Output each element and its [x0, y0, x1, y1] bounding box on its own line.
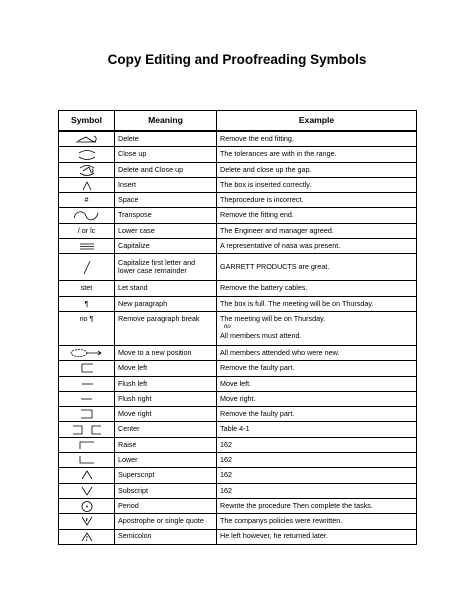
- meaning-cell: Move left: [115, 361, 217, 376]
- example-cell: Move left.: [217, 376, 417, 391]
- meaning-cell: Delete: [115, 131, 217, 147]
- example-cell: The tolerances are with in the range.: [217, 147, 417, 162]
- example-cell: 162: [217, 468, 417, 483]
- meaning-cell: Remove paragraph break: [115, 311, 217, 345]
- table-row: [59, 254, 417, 281]
- transpose-mark-icon: [59, 208, 115, 223]
- table-header-row: [59, 111, 417, 132]
- meaning-cell: Semicolon: [115, 529, 217, 544]
- lower-case-mark: / or lc: [59, 223, 115, 238]
- example-cell: Remove the battery cables.: [217, 281, 417, 296]
- meaning-cell: Close up: [115, 147, 217, 162]
- example-text: The box is inserted correctly.: [220, 179, 312, 189]
- page-title: Copy Editing and Proofreading Symbols: [107, 52, 367, 67]
- delete-mark-icon: [59, 131, 115, 147]
- annotation-no: no: [224, 324, 231, 331]
- meaning-cell: New paragraph: [115, 296, 217, 311]
- table-row: [59, 376, 417, 391]
- no-paragraph-mark: no ¶: [59, 311, 115, 345]
- move-left-icon: [59, 361, 115, 376]
- example-cell: [217, 177, 417, 192]
- meaning-cell: Flush right: [115, 391, 217, 406]
- slash-mark-icon: [59, 254, 115, 281]
- triple-underline-icon: [59, 239, 115, 254]
- table-row: [59, 177, 417, 192]
- column-header-symbol: Symbol: [59, 111, 115, 132]
- example-cell: 162: [217, 437, 417, 452]
- meaning-cell: Flush left: [115, 376, 217, 391]
- example-cell: The box is full. The meeting will be on Thursday.: [217, 296, 417, 311]
- period-mark-icon: [59, 498, 115, 513]
- example-cell: 162: [217, 453, 417, 468]
- example-cell: Remove the fitting end.: [217, 208, 417, 223]
- table-row: [59, 311, 417, 345]
- raise-mark-icon: [59, 437, 115, 452]
- table-row: [59, 514, 417, 529]
- table-row: [59, 361, 417, 376]
- meaning-cell: Raise: [115, 437, 217, 452]
- space-mark-icon: #: [59, 193, 115, 208]
- center-mark-icon: [59, 422, 115, 437]
- example-cell: Remove the faulty part.: [217, 361, 417, 376]
- table-row: [59, 239, 417, 254]
- example-cell: He left however, he returned later.: [217, 529, 417, 544]
- example-cell: Theprocedure is incorrect.: [217, 193, 417, 208]
- paragraph-mark: ¶: [59, 296, 115, 311]
- table-row: [59, 208, 417, 223]
- example-cell: All members attended who were new.: [217, 345, 417, 360]
- lower-mark-icon: [59, 453, 115, 468]
- meaning-cell: Insert: [115, 177, 217, 192]
- caret-mark-icon: [59, 177, 115, 192]
- semicolon-mark-icon: [59, 529, 115, 544]
- meaning-cell: Capitalize: [115, 239, 217, 254]
- symbols-table: [58, 110, 417, 545]
- table-row: [59, 453, 417, 468]
- table-row: [59, 498, 417, 513]
- example-cell: Delete and close up the gap.: [217, 162, 417, 177]
- meaning-cell: Move to a new position: [115, 345, 217, 360]
- table-row: [59, 468, 417, 483]
- meaning-cell: Period: [115, 498, 217, 513]
- example-cell: 162: [217, 483, 417, 498]
- example-cell: Remove the faulty part.: [217, 407, 417, 422]
- example-cell: Move right.: [217, 391, 417, 406]
- meaning-cell: Delete and Close up: [115, 162, 217, 177]
- table-row: [59, 162, 417, 177]
- meaning-cell: Superscript: [115, 468, 217, 483]
- meaning-cell: Lower: [115, 453, 217, 468]
- example-cell: Rewrite the procedure Then complete the tasks.: [217, 498, 417, 513]
- table-row: [59, 422, 417, 437]
- move-mark-icon: [59, 345, 115, 360]
- subscript-mark-icon: [59, 483, 115, 498]
- column-header-example: Example: [217, 111, 417, 132]
- superscript-mark-icon: [59, 468, 115, 483]
- meaning-cell: Subscript: [115, 483, 217, 498]
- flush-left-icon: [59, 376, 115, 391]
- table-row: [59, 131, 417, 147]
- example-cell: The companys policies were rewritten.: [217, 514, 417, 529]
- move-right-icon: [59, 407, 115, 422]
- table-row: [59, 147, 417, 162]
- table-row: [59, 296, 417, 311]
- table-row: [59, 407, 417, 422]
- meaning-cell: Lower case: [115, 223, 217, 238]
- table-row: [59, 345, 417, 360]
- close-up-mark-icon: [59, 147, 115, 162]
- table-row: [59, 529, 417, 544]
- delete-close-up-mark-icon: [59, 162, 115, 177]
- meaning-cell: Let stand: [115, 281, 217, 296]
- meaning-cell: Capitalize first letter and lower case remainder: [115, 254, 217, 281]
- table-row: [59, 437, 417, 452]
- example-line-2: All members must attend.: [220, 330, 302, 340]
- example-cell: [217, 311, 417, 345]
- meaning-cell: Center: [115, 422, 217, 437]
- meaning-cell: Transpose: [115, 208, 217, 223]
- apostrophe-mark-icon: [59, 514, 115, 529]
- meaning-cell: Apostrophe or single quote: [115, 514, 217, 529]
- table-row: [59, 193, 417, 208]
- table-row: [59, 391, 417, 406]
- table-row: [59, 281, 417, 296]
- flush-right-icon: [59, 391, 115, 406]
- table-row: [59, 223, 417, 238]
- example-cell: GARRETT PRODUCTS are great.: [217, 254, 417, 281]
- meaning-cell: Space: [115, 193, 217, 208]
- example-cell: The Engineer and manager agreed.: [217, 223, 417, 238]
- example-cell: A representative of nasa was present.: [217, 239, 417, 254]
- stet-mark: stet: [59, 281, 115, 296]
- meaning-cell: Move right: [115, 407, 217, 422]
- column-header-meaning: Meaning: [115, 111, 217, 132]
- table-row: [59, 483, 417, 498]
- example-line-1: The meeting will be on Thursday.: [220, 313, 326, 323]
- example-cell: Table 4-1: [217, 422, 417, 437]
- example-cell: Remove the end fitting.: [217, 131, 417, 147]
